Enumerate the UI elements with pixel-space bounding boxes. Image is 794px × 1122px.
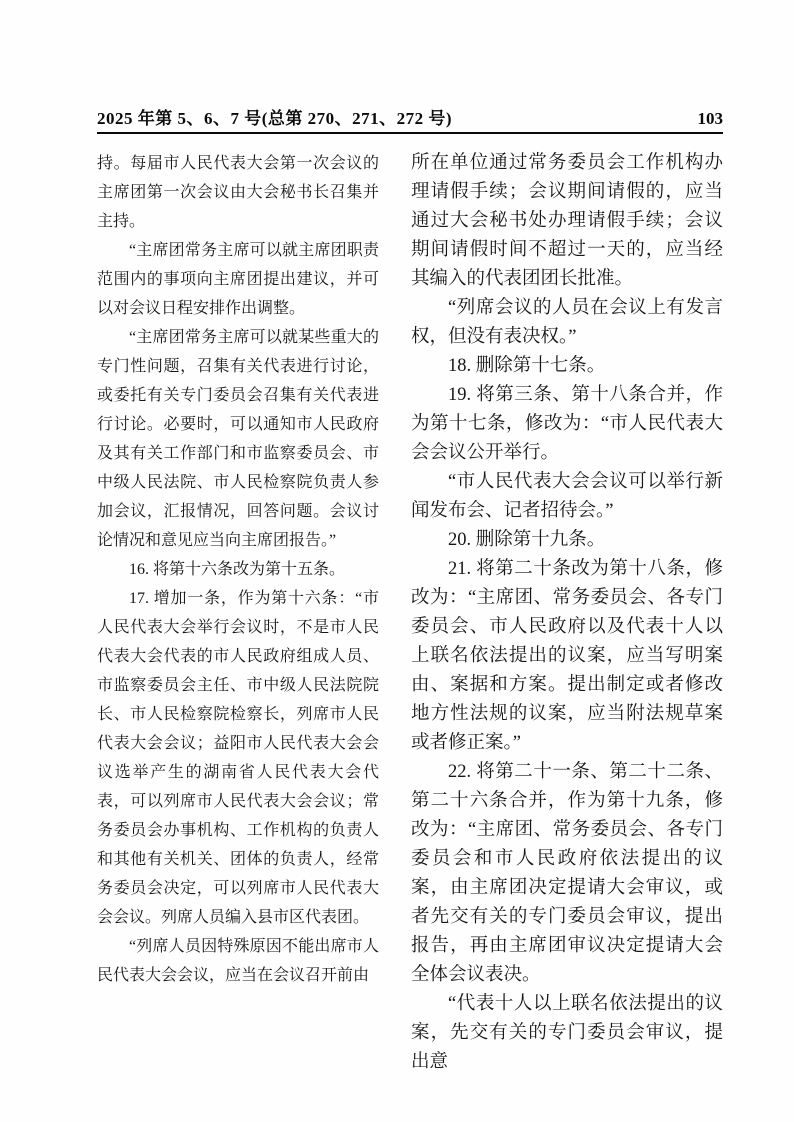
paragraph: “列席会议的人员在会议上有发言权，但没有表决权。” — [411, 298, 723, 347]
paragraph: “主席团常务主席可以就主席团职责范围内的事项向主席团提出建议，并可以对会议日程安排作出调整。 — [97, 242, 379, 317]
paragraph: 16. 将第十六条改为第十五条。 — [129, 561, 346, 578]
paragraph: 持。每届市人民代表大会第一次会议的主席团第一次会议由大会秘书长召集并主持。 — [97, 155, 379, 230]
document-body — [97, 149, 723, 1077]
right-column — [411, 149, 723, 1077]
paragraph: “市人民代表大会会议可以举行新闻发布会、记者招待会。” — [411, 472, 723, 521]
paragraph: 所在单位通过常务委员会工作机构办理请假手续；会议期间请假的，应当通过大会秘书处办理请假手续；会议期间请假时间不超过一天的，应当经其编入的代表团团长批准。 — [411, 153, 723, 289]
paragraph: 22. 将第二十一条、第二十二条、第二十六条合并，作为第十九条，修改为：“主席团、常务委员会、各专门委员会和市人民政府依法提出的议案，由主席团决定提请大会审议，或者先交有关的专门委员会审议，提出报告，再由主席团审议决定提请大会全体会议表决。 — [411, 762, 723, 985]
paragraph: 18. 删除第十七条。 — [448, 356, 606, 376]
paragraph: 17. 增加一条，作为第十六条：“市人民代表大会举行会议时，不是市人民代表大会代表的市人民政府组成人员、市监察委员会主任、市中级人民法院院长、市人民检察院检察长，列席市人民代表大会会议；益阳市人民代表大会会议选举产生的湖南省人民代表大会代表，可以列席市人民代表大会会议；常务委员会办事机构、工作机构的负责人和其他有关机关、团体的负责人，经常务委员会决定，可以列席市人民代表大会会议。列席人员编入县市区代表团。 — [97, 590, 379, 926]
left-column — [97, 149, 379, 1077]
issue-info: 2025 年第 5、6、7 号(总第 270、271、272 号) — [97, 109, 453, 128]
paragraph: 20. 删除第十九条。 — [448, 530, 606, 550]
paragraph: 21. 将第二十条改为第十八条，修改为：“主席团、常务委员会、各专门委员会、市人民政府以及代表十人以上联名依法提出的议案，应当写明案由、案据和方案。提出制定或者修改地方性法规的议案，应当附法规草案或者修正案。” — [411, 559, 723, 753]
page-header — [97, 104, 723, 134]
paragraph: 19. 将第三条、第十八条合并，作为第十七条，修改为：“市人民代表大会会议公开举行。 — [411, 385, 723, 463]
paragraph: “主席团常务主席可以就某些重大的专门性问题，召集有关代表进行讨论，或委托有关专门委员会召集有关代表进行讨论。必要时，可以通知市人民政府及其有关工作部门和市监察委员会、市中级人民法院、市人民检察院负责人参加会议，汇报情况，回答问题。会议讨论情况和意见应当向主席团报告。” — [97, 329, 379, 549]
paragraph: “列席人员因特殊原因不能出席市人民代表大会会议，应当在会议召开前由 — [97, 938, 379, 984]
paragraph: “代表十人以上联名依法提出的议案，先交有关的专门委员会审议，提出意 — [411, 994, 723, 1072]
page-number: 103 — [697, 109, 723, 128]
